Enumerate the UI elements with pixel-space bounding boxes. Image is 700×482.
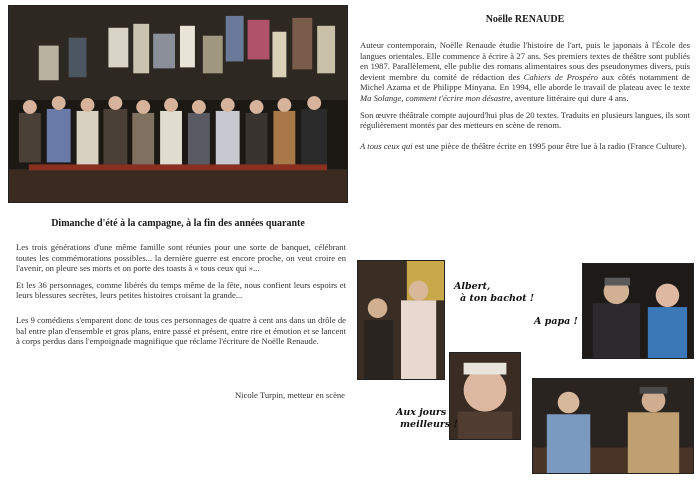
group-photo — [8, 5, 348, 203]
bio-text-3: , aventure littéraire qui dure 4 ans. — [510, 92, 629, 103]
scene-photo-jours — [449, 352, 521, 440]
signature: Nicole Turpin, metteur en scène — [234, 390, 345, 400]
caption-papa: A papa ! — [534, 316, 578, 327]
left-paragraph-3: Les 9 comédiens s'emparent donc de tous ces personnages de quatre à cent ans dans un drôle de bal entre plan d'ensemble et gros plans, entre passé et présent, entre rire et émotion et se lancent à corps perdus dans l'empoignade magnifique que réclame l'écriture de Noëlle Renaude. — [16, 314, 346, 347]
left-body — [16, 242, 346, 353]
left-paragraph-1: Les trois générations d'une même famille sont réunies pour une sorte de banquet, célébrant toutes les commémorations possibles... la dernière guerre est encore proche, on veut croire en l'avenir, on pleure ses morts et on porte des toasts à « tous ceux qui »... — [16, 242, 346, 274]
right-paragraph-1 — [360, 40, 690, 104]
caption-albert-line1: Albert, — [454, 281, 491, 292]
caption-jours-line2: meilleurs ! — [400, 419, 458, 430]
play-title: A tous ceux qui — [360, 140, 413, 151]
scene-photo-papa — [582, 263, 694, 359]
right-paragraph-3 — [360, 141, 690, 152]
caption-albert — [454, 281, 534, 305]
play-desc: est une pièce de théâtre écrite en 1995 pour être lue à la radio (France Culture). — [412, 140, 687, 151]
caption-albert-line2: à ton bachot ! — [460, 293, 535, 304]
right-body — [360, 40, 690, 157]
bio-italic-cahiers: Cahiers de Prospéro — [523, 71, 598, 82]
right-heading: Noëlle RENAUDE — [485, 14, 565, 25]
caption-jours-line1: Aux jours — [396, 407, 447, 418]
scene-photo-toast — [532, 378, 694, 474]
right-paragraph-2: Son œuvre théâtrale compte aujourd'hui plus de 20 textes. Traduits en plusieurs langues, ils sont régulièrement montés par des metteurs en scène de renom. — [360, 109, 690, 131]
bio-text-2: aux côtés notamment de Michel Azama et de Philippe Minyana. En 1994, elle aborde le travail de plateau avec le texte — [360, 71, 690, 93]
left-paragraph-2: Et les 36 personnages, comme libérés du temps même de la fête, nous confient leurs espoirs et leurs blessures secrètes, leurs petites histoires croisant la grande... — [16, 279, 346, 301]
caption-jours — [396, 407, 458, 431]
scene-photo-albert — [357, 260, 445, 380]
left-heading: Dimanche d'été à la campagne, à la fin des années quarante — [51, 218, 305, 229]
bio-text-1: Auteur contemporain, Noëlle Renaude étudie l'histoire de l'art, puis le japonais à l'École des langues orientales. Elle commence à écrire à 27 ans. Ses premiers textes de théâtre sont publiés en 1987. Parallèlement, elle publie des romans alimentaires sous des pseudonymes divers, puis devient membre du comité de rédaction des — [360, 40, 690, 82]
bio-italic-solange: Ma Solange, comment t'écrire mon désastre — [360, 92, 511, 103]
